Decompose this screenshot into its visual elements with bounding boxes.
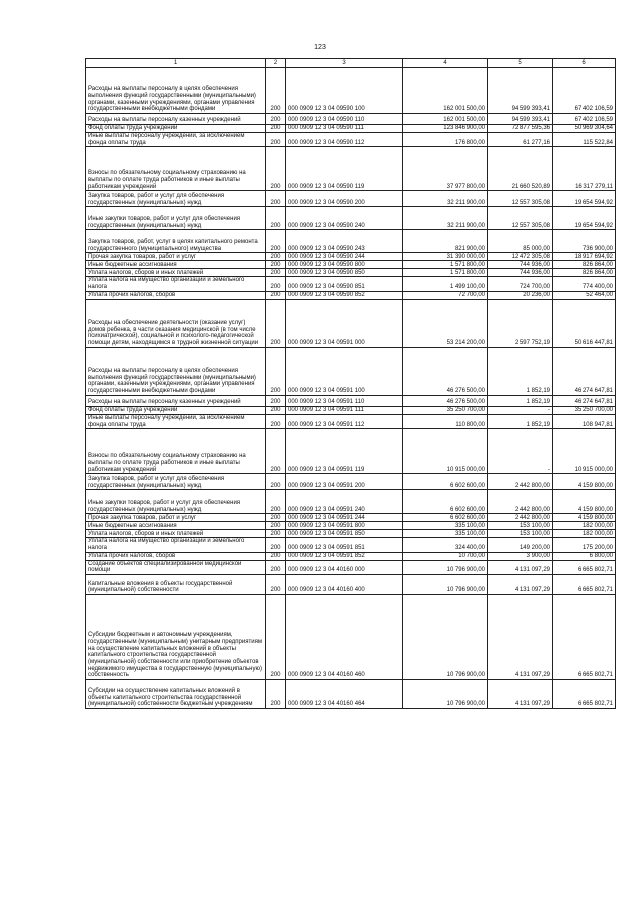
row-classification-code: 000 0909 12 3 04 09590 800 [286,261,403,269]
row-line-code: 200 [266,125,286,133]
row-executed-amount: 744 936,00 [488,261,553,269]
row-approved-amount: 10 915 000,00 [403,429,488,474]
row-line-code: 200 [266,680,286,709]
table-row [86,125,616,133]
row-approved-amount: 162 001 500,00 [403,68,488,114]
table-row [86,291,616,299]
row-approved-amount: 1 571 800,00 [403,269,488,277]
row-classification-code: 000 0909 12 3 04 09591 110 [286,395,403,406]
row-line-code: 200 [266,230,286,253]
row-unexecuted-amount: 67 402 106,59 [553,68,616,114]
row-executed-amount: 2 442 800,00 [488,490,553,514]
row-unexecuted-amount: 4 159 800,00 [553,490,616,514]
row-unexecuted-amount: 182 000,00 [553,530,616,538]
row-executed-amount: 3 900,00 [488,552,553,560]
row-line-code: 200 [266,560,286,574]
row-approved-amount: 6 602 600,00 [403,474,488,490]
header-cell: 1 [86,59,266,68]
row-classification-code: 000 0909 12 3 04 09590 119 [286,147,403,191]
table-row [86,514,616,522]
row-description: Расходы на обеспечение деятельности (оказание услуг) домов ребенка, в части оказания медицинской (в том числе психиатрической), социальной и психолого-педагогической помощи детям, находящимся в трудной жизненной ситуации [86,299,266,347]
row-line-code: 200 [266,191,286,207]
row-unexecuted-amount: 6 665 802,71 [553,680,616,709]
row-approved-amount: 821 900,00 [403,230,488,253]
table-row [86,560,616,574]
row-approved-amount: 32 211 900,00 [403,191,488,207]
row-approved-amount: 31 390 000,00 [403,253,488,261]
row-executed-amount: 12 472 305,08 [488,253,553,261]
row-classification-code: 000 0909 12 3 04 09591 119 [286,429,403,474]
row-classification-code: 000 0909 12 3 04 09591 111 [286,406,403,414]
header-cell: 3 [286,59,403,68]
row-line-code: 200 [266,538,286,552]
header-cell: 6 [553,59,616,68]
row-line-code: 200 [266,347,286,395]
table-row [86,207,616,230]
table-row [86,299,616,347]
table-row [86,133,616,147]
row-approved-amount: 10 700,00 [403,552,488,560]
row-unexecuted-amount: 6 665 802,71 [553,575,616,595]
row-approved-amount: 35 250 700,00 [403,406,488,414]
row-classification-code: 000 0909 12 3 04 09590 240 [286,207,403,230]
row-unexecuted-amount: 50 969 304,64 [553,125,616,133]
row-description: Расходы на выплаты персоналу казенных учреждений [86,395,266,406]
row-description: Закупка товаров, работ и услуг для обеспечения государственных (муниципальных) нужд [86,191,266,207]
row-classification-code: 000 0909 12 3 04 09590 112 [286,133,403,147]
row-executed-amount: 1 852,19 [488,395,553,406]
row-description: Расходы на выплаты персоналу казенных учреждений [86,114,266,125]
row-approved-amount: 32 211 900,00 [403,207,488,230]
row-line-code: 200 [266,530,286,538]
row-line-code: 200 [266,490,286,514]
row-description: Расходы на выплаты персоналу в целях обеспечения выполнения функций государственными (муниципальными) органами, казенными учреждениями, органами управления государственными внебюджетными фондами [86,347,266,395]
row-approved-amount: 162 001 500,00 [403,114,488,125]
row-line-code: 200 [266,395,286,406]
row-unexecuted-amount: 46 274 647,81 [553,347,616,395]
table-row [86,191,616,207]
row-line-code: 200 [266,269,286,277]
table-row [86,575,616,595]
row-executed-amount: 724 700,00 [488,277,553,291]
row-approved-amount: 46 276 500,00 [403,395,488,406]
table-row [86,68,616,114]
row-description: Уплата прочих налогов, сборов [86,552,266,560]
table-row [86,490,616,514]
table-row [86,595,616,680]
row-executed-amount: 153 100,00 [488,522,553,530]
row-unexecuted-amount: 115 522,84 [553,133,616,147]
table-row [86,414,616,428]
row-classification-code: 000 0909 12 3 04 09591 112 [286,414,403,428]
row-executed-amount: 2 442 800,00 [488,474,553,490]
row-approved-amount: 123 846 900,00 [403,125,488,133]
row-executed-amount: 1 852,19 [488,347,553,395]
row-approved-amount: 10 796 900,00 [403,575,488,595]
row-unexecuted-amount: 46 274 647,81 [553,395,616,406]
row-unexecuted-amount: 826 864,00 [553,269,616,277]
row-line-code: 200 [266,575,286,595]
row-classification-code: 000 0909 12 3 04 09590 244 [286,253,403,261]
row-description: Взносы по обязательному социальному страхованию на выплаты по оплате труда работников и иные выплаты работникам учреждений [86,147,266,191]
row-line-code: 200 [266,406,286,414]
row-classification-code: 000 0909 12 3 04 09591 240 [286,490,403,514]
row-line-code: 200 [266,522,286,530]
row-description: Закупка товаров, работ и услуг для обеспечения государственных (муниципальных) нужд [86,474,266,490]
row-classification-code: 000 0909 12 3 04 40160 464 [286,680,403,709]
table-row [86,114,616,125]
budget-execution-table [85,58,616,709]
row-line-code: 200 [266,277,286,291]
row-line-code: 200 [266,474,286,490]
row-unexecuted-amount: 4 159 800,00 [553,474,616,490]
row-approved-amount: 10 796 900,00 [403,595,488,680]
row-line-code: 200 [266,299,286,347]
row-description: Прочая закупка товаров, работ и услуг [86,253,266,261]
row-line-code: 200 [266,429,286,474]
row-unexecuted-amount: 6 800,00 [553,552,616,560]
row-description: Расходы на выплаты персоналу в целях обеспечения выполнения функций государственными (муниципальными) органами, казенными учреждениями, органами управления государственными внебюджетными фондами [86,68,266,114]
table-row [86,253,616,261]
row-description: Фонд оплаты труда учреждений [86,125,266,133]
row-description: Взносы по обязательному социальному страхованию на выплаты по оплате труда работников и иные выплаты работникам учреждений [86,429,266,474]
row-classification-code: 000 0909 12 3 04 09590 851 [286,277,403,291]
row-executed-amount: 94 599 393,41 [488,68,553,114]
row-approved-amount: 6 602 600,00 [403,514,488,522]
row-description: Иные выплаты персоналу учреждений, за исключением фонда оплаты труда [86,414,266,428]
row-description: Уплата налога на имущество организаций и земельного налога [86,277,266,291]
row-unexecuted-amount: 19 654 594,92 [553,191,616,207]
row-approved-amount: 37 977 800,00 [403,147,488,191]
row-classification-code: 000 0909 12 3 04 09590 850 [286,269,403,277]
row-line-code: 200 [266,514,286,522]
table-row [86,429,616,474]
table-row [86,147,616,191]
row-executed-amount: 1 852,19 [488,414,553,428]
row-line-code: 200 [266,207,286,230]
row-description: Иные закупки товаров, работ и услуг для обеспечения государственных (муниципальных) нужд [86,207,266,230]
row-line-code: 200 [266,68,286,114]
row-classification-code: 000 0909 12 3 04 09591 100 [286,347,403,395]
row-classification-code: 000 0909 12 3 04 09591 851 [286,538,403,552]
row-line-code: 200 [266,261,286,269]
row-unexecuted-amount: 6 665 802,71 [553,595,616,680]
row-classification-code: 000 0909 12 3 04 40160 460 [286,595,403,680]
row-line-code: 200 [266,114,286,125]
row-description: Уплата налога на имущество организаций и земельного налога [86,538,266,552]
table-row [86,269,616,277]
row-description: Создание объектов специализированной медицинской помощи [86,560,266,574]
row-unexecuted-amount: 50 616 447,81 [553,299,616,347]
row-description: Прочая закупка товаров, работ и услуг [86,514,266,522]
row-unexecuted-amount: 774 400,00 [553,277,616,291]
row-unexecuted-amount: 736 900,00 [553,230,616,253]
row-description: Закупка товаров, работ, услуг в целях капитального ремонта государственного (муниципального) имущества [86,230,266,253]
row-executed-amount: 4 131 097,29 [488,595,553,680]
row-classification-code: 000 0909 12 3 04 09591 000 [286,299,403,347]
row-unexecuted-amount: 826 864,00 [553,261,616,269]
table-row [86,277,616,291]
row-approved-amount: 72 700,00 [403,291,488,299]
row-line-code: 200 [266,291,286,299]
row-unexecuted-amount: 67 402 106,59 [553,114,616,125]
row-approved-amount: 335 100,00 [403,522,488,530]
row-line-code: 200 [266,253,286,261]
row-description: Иные закупки товаров, работ и услуг для обеспечения государственных (муниципальных) нужд [86,490,266,514]
row-executed-amount: 12 557 305,08 [488,207,553,230]
row-executed-amount: 4 131 097,29 [488,680,553,709]
row-classification-code: 000 0909 12 3 04 09590 243 [286,230,403,253]
row-description: Фонд оплаты труда учреждений [86,406,266,414]
row-line-code: 200 [266,552,286,560]
row-approved-amount: 1 499 100,00 [403,277,488,291]
row-executed-amount: 61 277,16 [488,133,553,147]
row-description: Уплата прочих налогов, сборов [86,291,266,299]
row-executed-amount: 4 131 097,29 [488,575,553,595]
row-unexecuted-amount: 4 159 800,00 [553,514,616,522]
row-unexecuted-amount: 18 917 694,92 [553,253,616,261]
row-executed-amount: 72 877 595,36 [488,125,553,133]
table-row [86,474,616,490]
row-description: Уплата налогов, сборов и иных платежей [86,530,266,538]
row-description: Уплата налогов, сборов и иных платежей [86,269,266,277]
row-executed-amount: 4 131 097,29 [488,560,553,574]
row-executed-amount: 12 557 305,08 [488,191,553,207]
row-executed-amount: 744 936,00 [488,269,553,277]
row-executed-amount: - [488,429,553,474]
row-approved-amount: 110 800,00 [403,414,488,428]
table-row [86,395,616,406]
row-unexecuted-amount: 16 317 279,11 [553,147,616,191]
row-classification-code: 000 0909 12 3 04 09591 244 [286,514,403,522]
row-classification-code: 000 0909 12 3 04 09591 200 [286,474,403,490]
row-executed-amount: 153 100,00 [488,530,553,538]
row-classification-code: 000 0909 12 3 04 09590 200 [286,191,403,207]
row-classification-code: 000 0909 12 3 04 09590 110 [286,114,403,125]
table-row [86,530,616,538]
row-executed-amount: 149 200,00 [488,538,553,552]
table-header-row [86,59,616,68]
row-line-code: 200 [266,147,286,191]
row-classification-code: 000 0909 12 3 04 09591 850 [286,530,403,538]
row-approved-amount: 10 796 900,00 [403,680,488,709]
row-classification-code: 000 0909 12 3 04 40160 000 [286,560,403,574]
row-classification-code: 000 0909 12 3 04 09590 852 [286,291,403,299]
row-approved-amount: 1 571 800,00 [403,261,488,269]
row-unexecuted-amount: 6 665 802,71 [553,560,616,574]
row-unexecuted-amount: 108 947,81 [553,414,616,428]
header-cell: 4 [403,59,488,68]
table-row [86,406,616,414]
row-executed-amount: 85 000,00 [488,230,553,253]
table-row [86,230,616,253]
row-line-code: 200 [266,133,286,147]
header-cell: 5 [488,59,553,68]
table-row [86,680,616,709]
table-row [86,347,616,395]
row-approved-amount: 335 100,00 [403,530,488,538]
row-description: Капитальные вложения в объекты государственной (муниципальной) собственности [86,575,266,595]
row-description: Субсидии на осуществление капитальных вложений в объекты капитального строительства государственной (муниципальной) собственности бюджетным учреждениям [86,680,266,709]
row-executed-amount: 2 442 800,00 [488,514,553,522]
row-classification-code: 000 0909 12 3 04 09590 100 [286,68,403,114]
row-unexecuted-amount: 52 464,00 [553,291,616,299]
page-number: 123 [314,44,326,51]
row-description: Субсидии бюджетным и автономным учреждениям, государственным (муниципальным) унитарным предприятиям на осуществление капитальных вложений в объекты капитального строительства государственной (муниципальной) собственности или приобретение объектов недвижимого имущества в государственную (муниципальную) собственность [86,595,266,680]
row-description: Иные выплаты персоналу учреждений, за исключением фонда оплаты труда [86,133,266,147]
row-description: Иные бюджетные ассигнования [86,522,266,530]
row-classification-code: 000 0909 12 3 04 09590 111 [286,125,403,133]
row-description: Иные бюджетные ассигнования [86,261,266,269]
header-cell: 2 [266,59,286,68]
table-row [86,538,616,552]
row-executed-amount: 20 236,00 [488,291,553,299]
row-approved-amount: 6 602 600,00 [403,490,488,514]
row-line-code: 200 [266,595,286,680]
row-unexecuted-amount: 182 000,00 [553,522,616,530]
row-executed-amount: 21 660 520,89 [488,147,553,191]
table-row [86,261,616,269]
row-unexecuted-amount: 19 654 594,92 [553,207,616,230]
row-approved-amount: 10 796 900,00 [403,560,488,574]
row-approved-amount: 46 276 500,00 [403,347,488,395]
row-classification-code: 000 0909 12 3 04 09591 800 [286,522,403,530]
row-unexecuted-amount: 175 200,00 [553,538,616,552]
row-classification-code: 000 0909 12 3 04 09591 852 [286,552,403,560]
row-approved-amount: 176 800,00 [403,133,488,147]
row-classification-code: 000 0909 12 3 04 40160 400 [286,575,403,595]
row-line-code: 200 [266,414,286,428]
row-unexecuted-amount: 10 915 000,00 [553,429,616,474]
row-executed-amount: 2 597 752,19 [488,299,553,347]
table-row [86,522,616,530]
row-executed-amount: - [488,406,553,414]
row-approved-amount: 324 400,00 [403,538,488,552]
row-unexecuted-amount: 35 250 700,00 [553,406,616,414]
row-approved-amount: 53 214 200,00 [403,299,488,347]
table-row [86,552,616,560]
row-executed-amount: 94 599 393,41 [488,114,553,125]
